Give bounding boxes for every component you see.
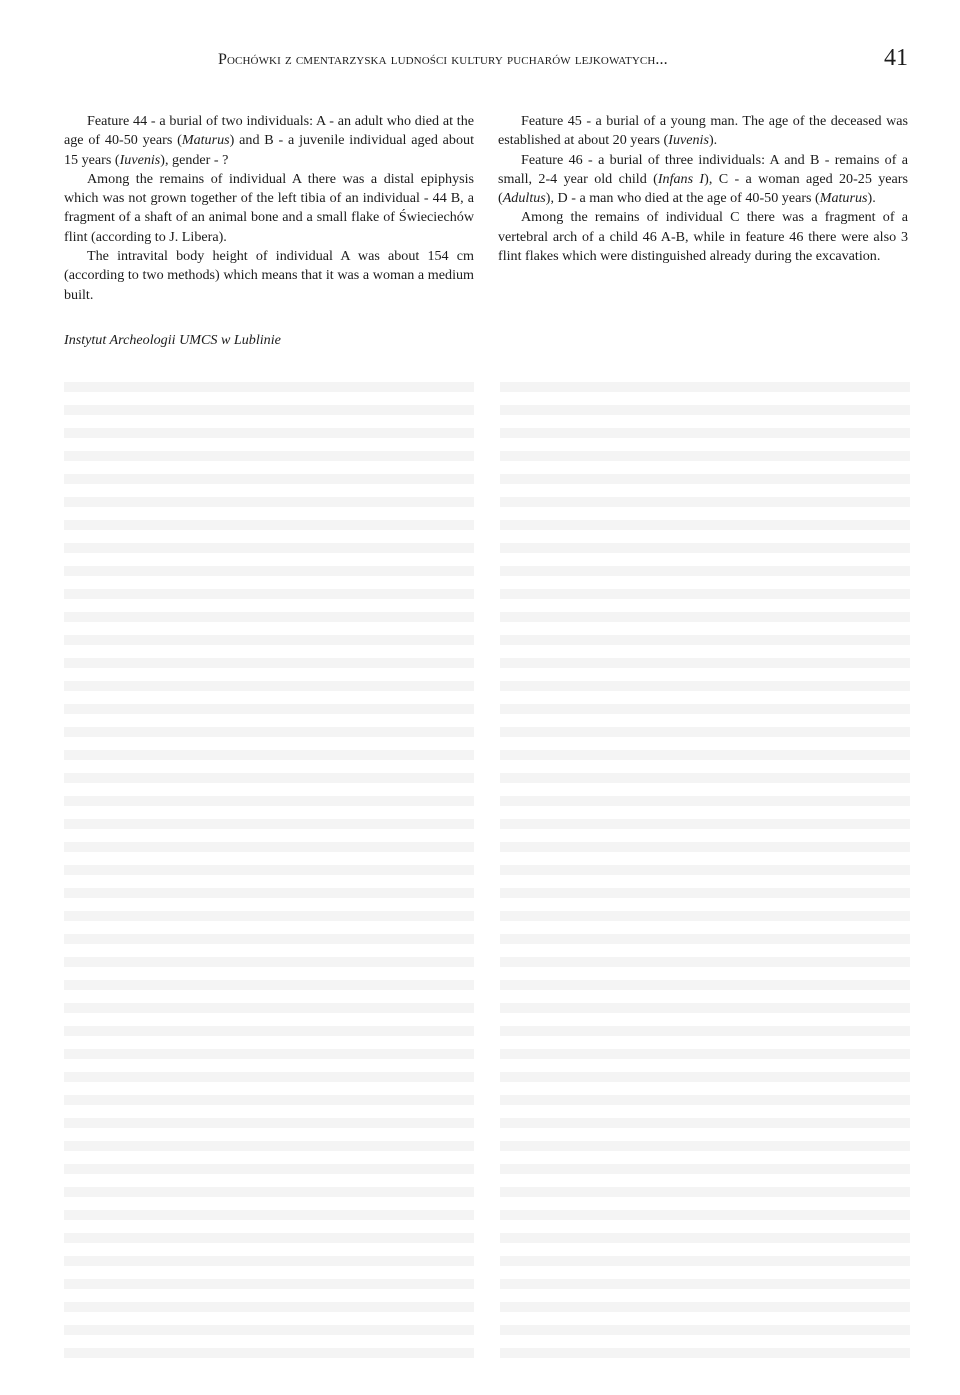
maturus-term: Maturus: [181, 132, 230, 149]
iuvenis-term: Iuvenis: [119, 151, 161, 168]
adultus-term: Adultus: [502, 190, 546, 207]
feature-45-text-1: - a burial of a young man. The age of the deceased was established at about 20 years (: [498, 113, 908, 149]
feature-44-paragraph: [64, 112, 474, 170]
feature-46-label: Feature 46: [521, 151, 583, 168]
bleed-through-left-column: [64, 376, 474, 1366]
feature-46-text-4: ).: [867, 190, 876, 207]
remains-paragraph: Among the remains of individual A there was a distal epiphysis which was not grown together of the left tibia of an individual - 44 B, a fragment of a shaft of an animal bone and a small flake of Świeciechów flint (according to J. Libera).: [64, 170, 474, 245]
iuvenis-term: Iuvenis: [668, 132, 709, 149]
feature-45-paragraph: [498, 112, 908, 151]
maturus-term: Maturus: [819, 190, 868, 207]
body-height-paragraph: The intravital body height of individual A was about 154 cm (according to two methods) which means that it was a woman a medium built.: [64, 248, 474, 303]
bleed-through-texture: [64, 376, 910, 1366]
running-title: Pochówki z cmentarzyska ludności kultury pucharów lejkowatych...: [218, 51, 668, 68]
remains-c-paragraph: Among the remains of individual C there was a fragment of a vertebral arch of a child 46 A-B, while in feature 46 there were also 3 flint flakes which were distinguished already during the excavation.: [498, 209, 908, 265]
feature-46-text-2: ), C - a woman aged 20-25 years (: [498, 170, 908, 207]
right-column: [498, 112, 908, 266]
feature-46-paragraph: [498, 151, 908, 209]
infans-term: Infans I: [657, 170, 705, 187]
feature-46-text-3: ), D - a man who died at the age of 40-50 years (: [545, 190, 820, 207]
page-number: 41: [884, 45, 908, 71]
feature-44-label: Feature 44: [87, 113, 148, 129]
feature-45-label: Feature 45: [521, 113, 582, 129]
page-header: [62, 45, 908, 75]
feature-44-text-3: ), gender - ?: [160, 151, 229, 168]
feature-46-text-1: - a burial of three individuals: A and B - remains of a small, 2-4 year old child (: [498, 151, 908, 187]
feature-45-text-2: ).: [708, 132, 718, 149]
affiliation: Instytut Archeologii UMCS w Lublinie: [64, 332, 281, 348]
feature-44-text-2: ) and B - a juvenile individual aged about 15 years (: [64, 132, 474, 168]
bleed-through-right-column: [500, 376, 910, 1366]
feature-44-text-1: - a burial of two individuals: A - an adult who died at the age of 40-50 years (: [64, 113, 474, 149]
left-column: [64, 112, 474, 305]
